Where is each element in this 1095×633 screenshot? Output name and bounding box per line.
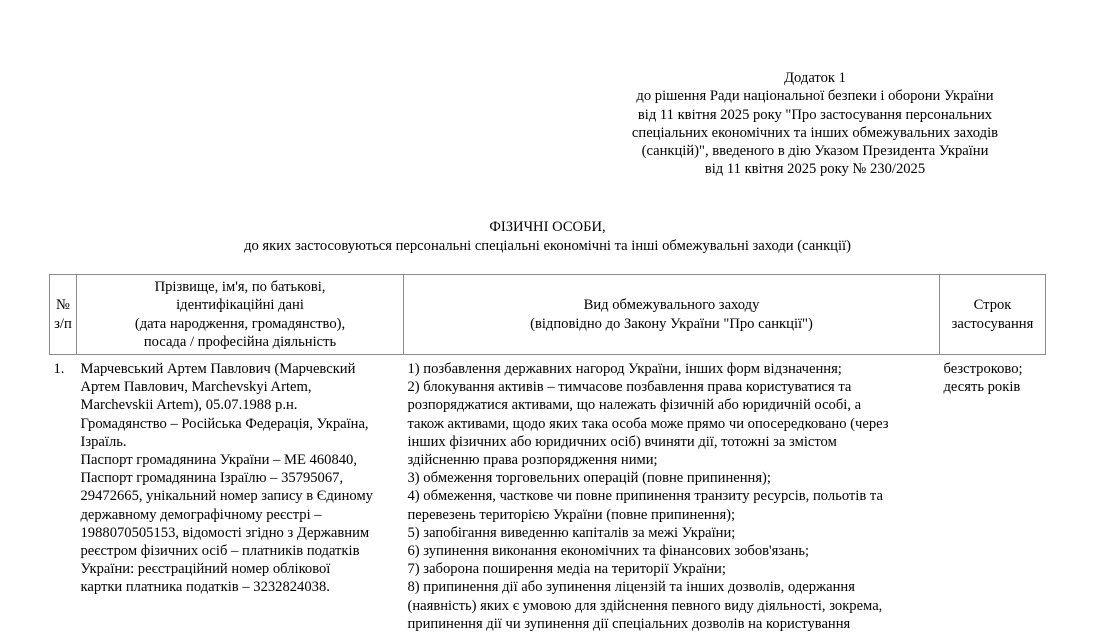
header-line: ідентифікаційні дані	[79, 296, 401, 314]
person-line: Паспорт громадянина Ізраїлю – 35795067,	[81, 469, 400, 487]
document-title	[0, 218, 1095, 255]
person-line: 29472665, унікальний номер запису в Єдиному	[81, 487, 400, 505]
header-measures	[404, 275, 940, 355]
table-header-row	[50, 275, 1046, 355]
person-details	[77, 355, 404, 633]
header-line: (дата народження, громадянство),	[79, 315, 401, 333]
measure-line: 5) запобігання виведенню капіталів за межі України;	[408, 524, 936, 542]
annex-line: спеціальних економічних та інших обмежувальних заходів	[600, 124, 1030, 142]
person-line: Паспорт громадянина України – МЕ 460840,	[81, 451, 400, 469]
term-line: безстроково;	[944, 360, 1042, 378]
person-line: картки платника податків – 3232824038.	[81, 578, 400, 596]
measure-line: розпоряджатися активами, що належать фізичній або юридичній особі, а	[408, 396, 936, 414]
title-heading: ФІЗИЧНІ ОСОБИ,	[0, 218, 1095, 237]
annex-line: до рішення Ради національної безпеки і оборони України	[600, 87, 1030, 105]
row-number: 1.	[50, 355, 77, 633]
measure-line: 4) обмеження, часткове чи повне припинення транзиту ресурсів, польотів та	[408, 487, 936, 505]
sanction-measures	[404, 355, 940, 633]
person-line: Marchevskii Artem), 05.07.1988 р.н.	[81, 396, 400, 414]
header-line: (відповідно до Закону України "Про санкції")	[406, 315, 937, 333]
person-line: державному демографічному реєстрі –	[81, 506, 400, 524]
person-line: Артем Павлович, Marchevskyi Artem,	[81, 378, 400, 396]
person-line: Громадянство – Російська Федерація, Україна,	[81, 415, 400, 433]
person-line: України: реєстраційний номер облікової	[81, 560, 400, 578]
header-line: застосування	[942, 315, 1043, 333]
header-line: Вид обмежувального заходу	[406, 296, 937, 314]
header-line: з/п	[52, 315, 74, 333]
term-of-application	[940, 355, 1046, 633]
measure-line: (наявність) яких є умовою для здійснення певного виду діяльності, зокрема,	[408, 597, 936, 615]
header-line: №	[52, 296, 74, 314]
measure-line: 1) позбавлення державних нагород України, інших форм відзначення;	[408, 360, 936, 378]
sanctions-table	[49, 274, 1046, 633]
annex-line: від 11 квітня 2025 року № 230/2025	[600, 160, 1030, 178]
header-line: посада / професійна діяльність	[79, 333, 401, 351]
term-line: десять років	[944, 378, 1042, 396]
measure-line: також активами, щодо яких така особа може прямо чи опосередковано (через	[408, 415, 936, 433]
measure-line: здійсненню права розпорядження ними;	[408, 451, 936, 469]
measure-line: припинення дії чи зупинення дії спеціальних дозволів на користування	[408, 615, 936, 633]
annex-line: від 11 квітня 2025 року "Про застосування персональних	[600, 106, 1030, 124]
person-line: 1988070505153, відомості згідно з Державним	[81, 524, 400, 542]
measure-line: 3) обмеження торговельних операцій (повне припинення);	[408, 469, 936, 487]
header-number	[50, 275, 77, 355]
title-subheading: до яких застосовуються персональні спеціальні економічні та інші обмежувальні заходи (санкції)	[0, 237, 1095, 256]
header-line: Строк	[942, 296, 1043, 314]
header-term	[940, 275, 1046, 355]
measure-line: 8) припинення дії або зупинення ліцензій та інших дозволів, одержання	[408, 578, 936, 596]
annex-line: (санкцій)", введеного в дію Указом Президента України	[600, 142, 1030, 160]
person-line: Марчевський Артем Павлович (Марчевский	[81, 360, 400, 378]
header-person	[77, 275, 404, 355]
table-row	[50, 355, 1046, 633]
measure-line: 2) блокування активів – тимчасове позбавлення права користуватися та	[408, 378, 936, 396]
measure-line: перевезень територією України (повне припинення);	[408, 506, 936, 524]
annex-header	[600, 69, 1030, 179]
measure-line: 7) заборона поширення медіа на території України;	[408, 560, 936, 578]
measure-line: інших фізичних або юридичних осіб) вчиняти дії, тотожні за змістом	[408, 433, 936, 451]
header-line: Прізвище, ім'я, по батькові,	[79, 278, 401, 296]
person-line: реєстром фізичних осіб – платників податків	[81, 542, 400, 560]
person-line: Ізраїль.	[81, 433, 400, 451]
annex-line: Додаток 1	[600, 69, 1030, 87]
measure-line: 6) зупинення виконання економічних та фінансових зобов'язань;	[408, 542, 936, 560]
